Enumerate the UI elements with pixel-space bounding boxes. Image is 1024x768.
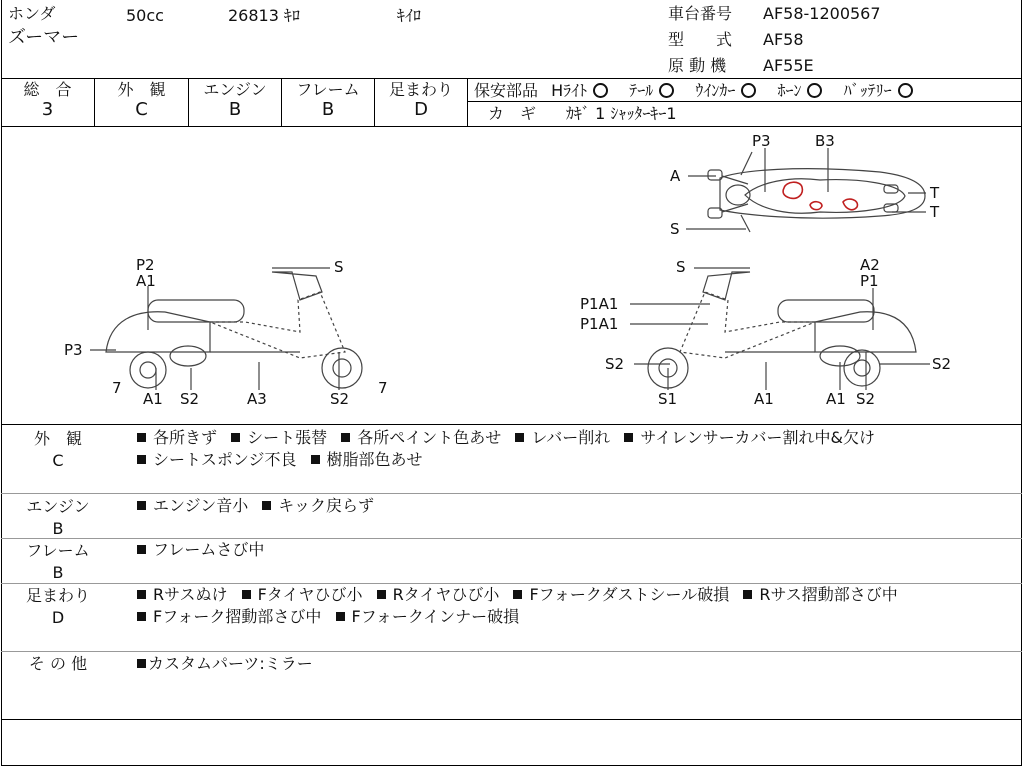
divider [1, 424, 1022, 425]
section-frame-items: フレームさび中 [137, 539, 264, 561]
safety-parts: 保安部品 Hﾗｲﾄ ﾃｰﾙ ｳｲﾝｶｰ ﾎｰﾝ ﾊﾞｯﾃﾘｰ [474, 81, 913, 101]
left-view-label: S2 [330, 390, 350, 408]
key-label: カ ギ [488, 104, 537, 123]
right-view-label: S1 [658, 390, 678, 408]
divider [374, 78, 375, 126]
top-view-scooter [708, 152, 925, 232]
right-view-label: P1A1 [580, 295, 619, 313]
top-view-label: S [670, 220, 680, 238]
engine-label: 原 動 機 [668, 56, 727, 75]
top-view-label: T [930, 203, 940, 221]
left-view-label: A1 [136, 272, 156, 290]
section-other-label: そ の 他 [28, 654, 88, 673]
divider [1, 493, 1022, 494]
model-name: ズーマー [8, 27, 80, 48]
mileage: 26813 ｷﾛ [228, 6, 300, 25]
right-view-label: A1 [754, 390, 774, 408]
right-view-label: S2 [605, 355, 625, 373]
grade-overall: 総 合 3 [23, 80, 72, 120]
right-view-label: A1 [826, 390, 846, 408]
left-view-label: P2 [136, 256, 155, 274]
top-view-label: T [930, 184, 940, 202]
right-view-label: S2 [856, 390, 876, 408]
left-view-label: S [334, 258, 344, 276]
grade-exterior: 外 観 C [117, 80, 166, 120]
divider [188, 78, 189, 126]
section-other-items: カスタムパーツ:ミラー [137, 653, 313, 675]
top-view-label: A [670, 167, 681, 185]
engine-value: AF55E [763, 56, 814, 75]
section-engine-label: エンジン B [26, 497, 90, 538]
right-view-label: S [676, 258, 686, 276]
type-value: AF58 [763, 30, 804, 49]
left-view-label: P3 [64, 341, 83, 359]
right-view-label: P1 [860, 272, 879, 290]
section-suspension-items: Rサスぬけ Fタイヤひび小 Rタイヤひび小 Fフォークダストシール破損 Rサス摺動部さび中 Fフォーク摺動部さび中 Fフォークインナー破損 [137, 584, 898, 628]
type-label: 型 式 [668, 30, 733, 49]
left-view-label: A1 [143, 390, 163, 408]
grade-engine: エンジン B [203, 80, 267, 120]
section-suspension-label: 足まわり D [25, 586, 90, 627]
left-side-leaders [90, 268, 339, 390]
displacement: 50cc [126, 6, 164, 25]
divider [1, 765, 1022, 766]
right-side-leaders [630, 268, 930, 390]
right-view-label: A2 [860, 256, 880, 274]
divider [467, 78, 468, 126]
left-view-label: 7 [378, 379, 388, 397]
damage-diagram [0, 127, 1024, 424]
grade-frame: フレーム B [296, 80, 360, 120]
divider [468, 101, 1022, 102]
left-view-label: S2 [180, 390, 200, 408]
divider [1, 651, 1022, 652]
top-view-label: B3 [815, 132, 835, 150]
color: ｷｲﾛ [397, 6, 422, 25]
right-view-label: P1A1 [580, 315, 619, 333]
maker: ホンダ [8, 4, 56, 23]
frame-no-label: 車台番号 [668, 4, 733, 23]
section-frame-label: フレーム B [26, 541, 90, 582]
top-view-label: P3 [752, 132, 771, 150]
divider [281, 78, 282, 126]
grade-suspension: 足まわり D [388, 80, 453, 120]
divider [94, 78, 95, 126]
left-view-label: 7 [112, 379, 122, 397]
divider [1, 78, 1022, 79]
section-exterior-items: 各所きず シート張替 各所ペイント色あせ レバー削れ サイレンサーカバー割れ中&欠け シートスポンジ不良 樹脂部色あせ [137, 427, 875, 471]
divider [1, 719, 1022, 720]
frame-no: AF58-1200567 [763, 4, 881, 23]
key-value: ｶｷﾞ 1 ｼｬｯﾀｰｷｰ1 [566, 104, 677, 123]
section-exterior-label: 外 観 C [33, 429, 82, 470]
section-engine-items: エンジン音小 キック戻らず [137, 495, 374, 517]
left-view-label: A3 [247, 390, 267, 408]
right-view-label: S2 [932, 355, 952, 373]
